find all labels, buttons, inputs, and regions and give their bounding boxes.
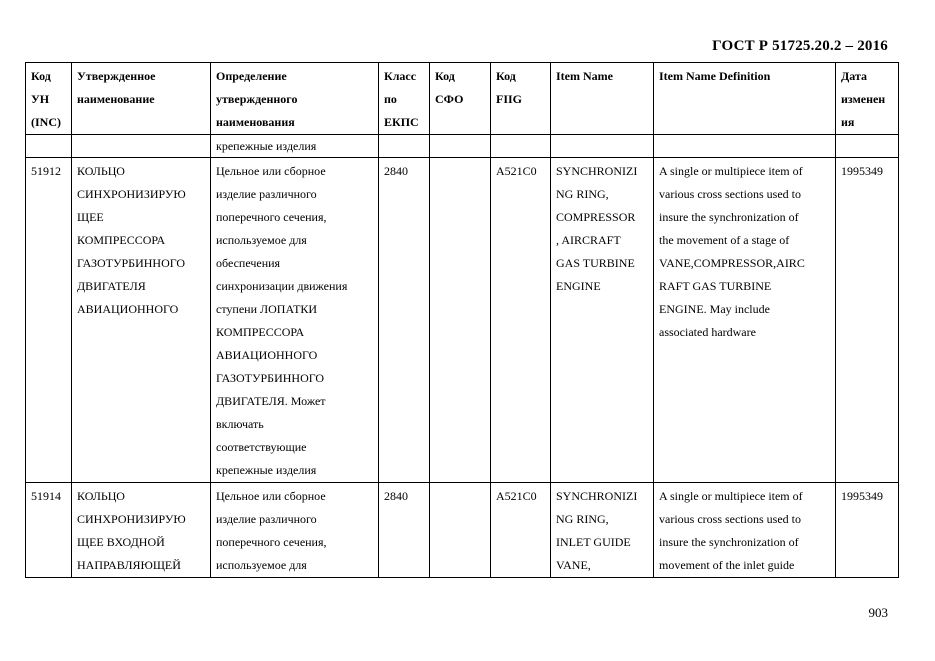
cell-line: RAFT GAS TURBINE (659, 279, 772, 293)
cell-line: VANE,COMPRESSOR,AIRC (659, 256, 805, 270)
table-cell (379, 135, 430, 158)
cell-line: Item Name Definition (659, 69, 771, 83)
cell-line: СИНХРОНИЗИРУЮ (77, 187, 186, 201)
cell-line: associated hardware (659, 325, 756, 339)
cell-line: INLET GUIDE (556, 535, 631, 549)
cell-line: утвержденного (216, 92, 298, 106)
cell-line: синхронизации движения (216, 279, 348, 293)
cell-line: 2840 (384, 489, 408, 503)
cell-line: изменен (841, 92, 886, 106)
cell-line: Определение (216, 69, 287, 83)
cell-line: ЩЕЕ (77, 210, 104, 224)
cell-line: СИНХРОНИЗИРУЮ (77, 512, 186, 526)
cell-line: АВИАЦИОННОГО (216, 348, 318, 362)
cell-line: Утвержденное (77, 69, 156, 83)
cell-line: включать (216, 417, 264, 431)
cell-line: КОМПРЕССОРА (77, 233, 166, 247)
cell-line: ГАЗОТУРБИННОГО (216, 371, 325, 385)
table-cell (430, 158, 491, 483)
cell-line: обеспечения (216, 256, 281, 270)
cell-line: Дата (841, 69, 867, 83)
cell-line: VANE, (556, 558, 591, 572)
table-cell (211, 158, 379, 483)
cell-line: various cross sections used to (659, 187, 801, 201)
cell-line: наименование (77, 92, 155, 106)
cell-line: НАПРАВЛЯЮЩЕЙ (77, 558, 181, 572)
cell-line: NG RING, (556, 187, 609, 201)
cell-line: 51914 (31, 489, 61, 503)
table-cell (551, 483, 654, 578)
cell-line: A single or multipiece item of (659, 489, 803, 503)
cell-line: SYNCHRONIZI (556, 489, 638, 503)
cell-line: крепежные изделия (216, 139, 317, 153)
table-cell (379, 483, 430, 578)
cell-line: ия (841, 115, 855, 129)
cell-line: Код (31, 69, 51, 83)
cell-line: ЩЕЕ ВХОДНОЙ (77, 535, 165, 549)
cell-line: insure the synchronization of (659, 210, 799, 224)
table-cell (654, 135, 836, 158)
column-header (491, 63, 551, 135)
cell-line: используемое для (216, 233, 307, 247)
cell-line: ENGINE (556, 279, 601, 293)
table-cell (211, 135, 379, 158)
cell-line: СФО (435, 92, 464, 106)
cell-line: соответствующие (216, 440, 307, 454)
cell-line: ENGINE. May include (659, 302, 770, 316)
table-cell (836, 158, 899, 483)
cell-line: GAS TURBINE (556, 256, 635, 270)
column-header (551, 63, 654, 135)
cell-line: A single or multipiece item of (659, 164, 803, 178)
table-cell (551, 135, 654, 158)
continuation-row (26, 135, 899, 158)
document-standard-header: ГОСТ Р 51725.20.2 – 2016 (712, 38, 888, 54)
cell-line: Цельное или сборное (216, 164, 326, 178)
cell-line: поперечного сечения, (216, 210, 327, 224)
cell-line: A521C0 (496, 164, 537, 178)
column-header (654, 63, 836, 135)
column-header (211, 63, 379, 135)
cell-line: 51912 (31, 164, 61, 178)
table-cell (211, 483, 379, 578)
cell-line: КОМПРЕССОРА (216, 325, 305, 339)
table-cell (26, 483, 72, 578)
table-cell (654, 158, 836, 483)
cell-line: ЕКПС (384, 115, 419, 129)
cell-line: (INC) (31, 115, 61, 129)
cell-line: FIIG (496, 92, 523, 106)
classification-table (25, 62, 899, 578)
cell-line: 1995349 (841, 489, 883, 503)
cell-line: АВИАЦИОННОГО (77, 302, 179, 316)
cell-line: Код (496, 69, 516, 83)
column-header (430, 63, 491, 135)
table-cell (379, 158, 430, 483)
table-row (26, 483, 899, 578)
cell-line: various cross sections used to (659, 512, 801, 526)
column-header (836, 63, 899, 135)
cell-line: A521C0 (496, 489, 537, 503)
column-header (379, 63, 430, 135)
cell-line: insure the synchronization of (659, 535, 799, 549)
table-cell (72, 483, 211, 578)
cell-line: УН (31, 92, 50, 106)
table-cell (72, 135, 211, 158)
cell-line: 1995349 (841, 164, 883, 178)
table-cell (72, 158, 211, 483)
cell-line: КОЛЬЦО (77, 489, 125, 503)
cell-line: изделие различного (216, 187, 317, 201)
cell-line: по (384, 92, 397, 106)
cell-line: крепежные изделия (216, 463, 317, 477)
cell-line: наименования (216, 115, 295, 129)
cell-line: Код (435, 69, 455, 83)
table-cell (26, 135, 72, 158)
column-header (26, 63, 72, 135)
cell-line: SYNCHRONIZI (556, 164, 638, 178)
cell-line: ступени ЛОПАТКИ (216, 302, 318, 316)
table-cell (836, 135, 899, 158)
table-cell (430, 483, 491, 578)
cell-line: the movement of a stage of (659, 233, 790, 247)
cell-line: поперечного сечения, (216, 535, 327, 549)
page-number: 903 (868, 605, 888, 620)
cell-line: КОЛЬЦО (77, 164, 125, 178)
cell-line: изделие различного (216, 512, 317, 526)
cell-line: movement of the inlet guide (659, 558, 795, 572)
cell-line: ДВИГАТЕЛЯ. Может (216, 394, 326, 408)
table-cell (836, 483, 899, 578)
table-cell (491, 135, 551, 158)
table-cell (26, 158, 72, 483)
table-cell (654, 483, 836, 578)
cell-line: 2840 (384, 164, 408, 178)
column-header (72, 63, 211, 135)
cell-line: Item Name (556, 69, 613, 83)
table-row (26, 158, 899, 483)
cell-line: , AIRCRAFT (556, 233, 621, 247)
table-cell (430, 135, 491, 158)
cell-line: Цельное или сборное (216, 489, 326, 503)
cell-line: ГАЗОТУРБИННОГО (77, 256, 186, 270)
table-header-row (26, 63, 899, 135)
table-cell (491, 483, 551, 578)
cell-line: используемое для (216, 558, 307, 572)
table-cell (551, 158, 654, 483)
cell-line: NG RING, (556, 512, 609, 526)
table-cell (491, 158, 551, 483)
cell-line: COMPRESSOR (556, 210, 636, 224)
cell-line: ДВИГАТЕЛЯ (77, 279, 146, 293)
cell-line: Класс (384, 69, 417, 83)
